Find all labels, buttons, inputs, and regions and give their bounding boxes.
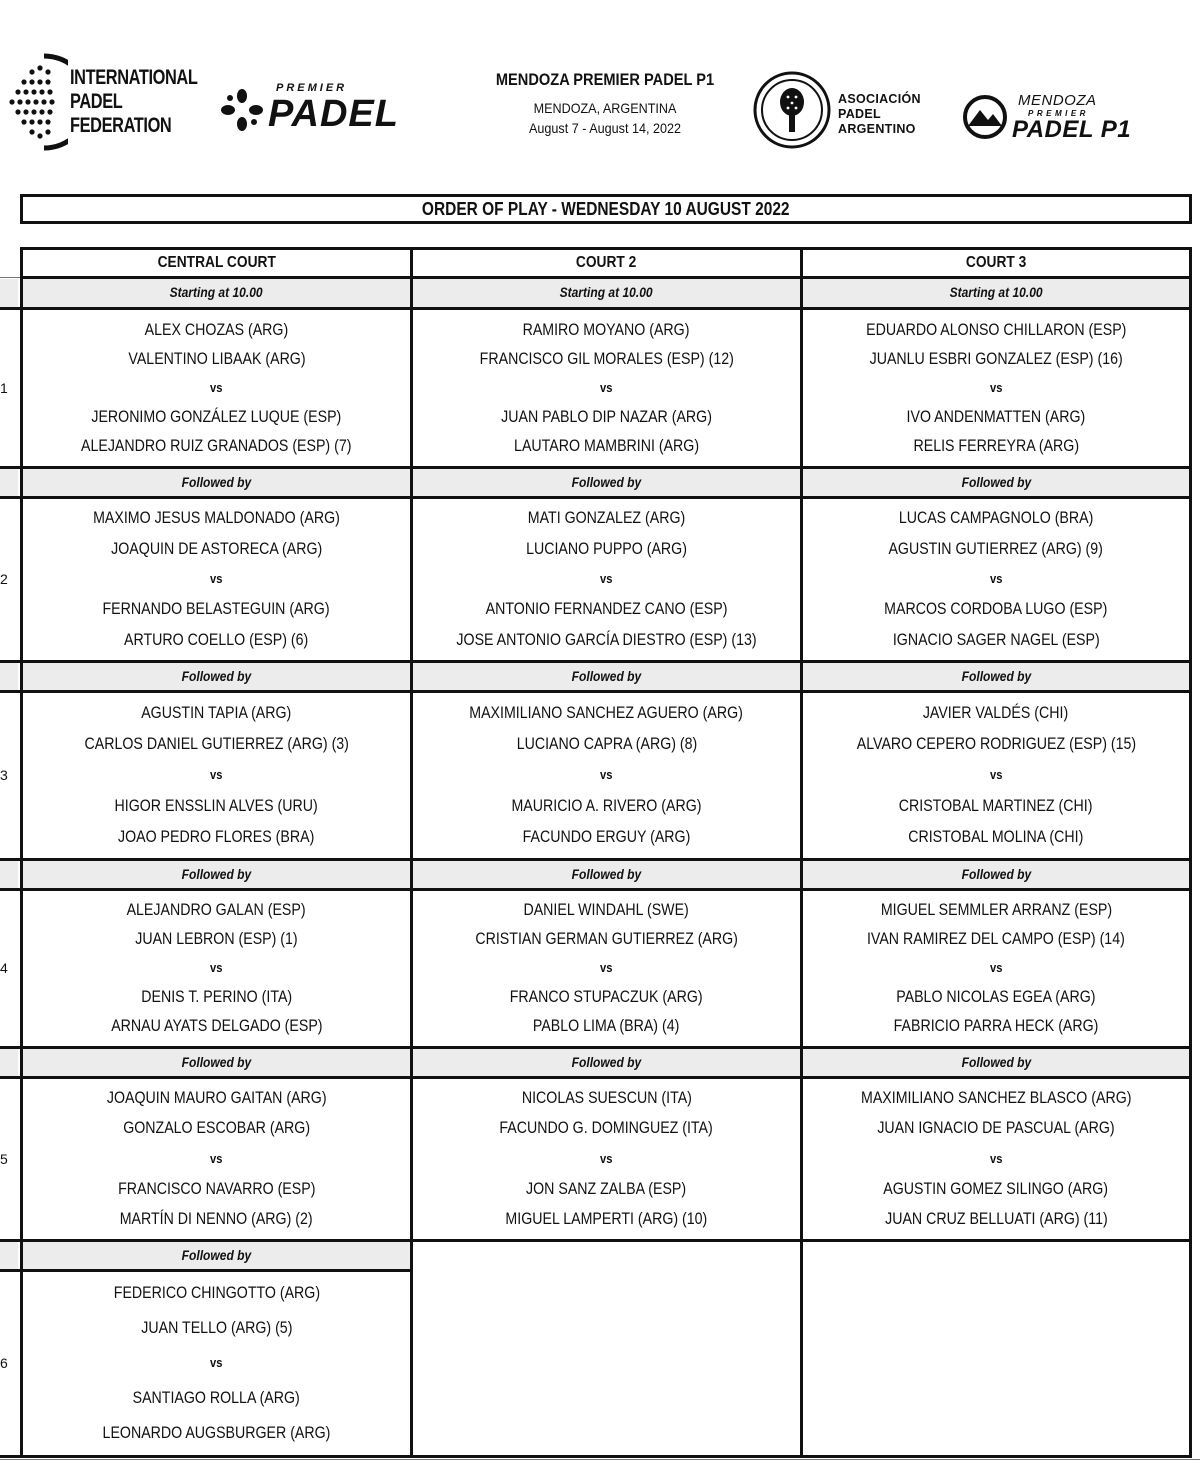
player-2-text: CARLOS DANIEL GUTIERREZ (ARG) (3) — [84, 735, 349, 753]
vs-label-text: vs — [989, 1151, 1003, 1166]
player-4-text: MIGUEL LAMPERTI (ARG) (10) — [505, 1210, 708, 1228]
player-3-text: JON SANZ ZALBA (ESP) — [526, 1180, 687, 1198]
player-2-text: VALENTINO LIBAAK (ARG) — [127, 350, 306, 368]
vs-label-text: vs — [210, 571, 223, 586]
mendoza-line-2: PREMIER — [1028, 109, 1089, 118]
grid-horizontal-line — [20, 276, 1192, 279]
player-2-text: ALVARO CEPERO RODRIGUEZ (ESP) (15) — [856, 735, 1136, 753]
player-2-text: JUAN LEBRON (ESP) (1) — [135, 930, 298, 948]
player-2 — [413, 539, 800, 559]
vs-label-text: vs — [600, 380, 613, 395]
row-label-band-bg — [0, 1049, 18, 1076]
player-2-text: JUAN TELLO (ARG) (5) — [140, 1319, 293, 1337]
followed-by-text: Followed by — [961, 474, 1031, 490]
followed-by-text: Followed by — [571, 866, 642, 882]
vs-label-text: vs — [210, 960, 223, 975]
followed-by-label — [413, 662, 800, 690]
player-1-text: RAMIRO MOYANO (ARG) — [523, 321, 690, 339]
followed-by-text: Followed by — [181, 866, 252, 882]
player-3 — [803, 599, 1189, 619]
player-4 — [413, 827, 800, 847]
player-2 — [23, 349, 410, 369]
player-2 — [803, 539, 1189, 559]
premier-padel-big: PADEL — [268, 93, 399, 135]
player-3-text: JUAN PABLO DIP NAZAR (ARG) — [501, 408, 712, 426]
player-4-text: CRISTOBAL MOLINA (CHI) — [908, 828, 1084, 846]
followed-by-text: Followed by — [961, 866, 1031, 882]
player-1 — [23, 508, 410, 528]
player-2-text: JOAQUIN DE ASTORECA (ARG) — [110, 540, 323, 558]
grid-horizontal-line — [0, 1455, 412, 1458]
player-3-text: MAURICIO A. RIVERO (ARG) — [511, 797, 702, 815]
vs-label-text: vs — [600, 1151, 613, 1166]
vs-label-text: vs — [600, 767, 613, 782]
followed-by-label — [413, 1048, 800, 1076]
mendoza-line-1: MENDOZA — [1018, 92, 1097, 109]
player-4 — [413, 630, 800, 650]
player-2-text: IVAN RAMIREZ DEL CAMPO (ESP) (14) — [867, 930, 1125, 948]
premier-padel-small: PREMIER — [276, 82, 348, 94]
starting-time-label — [23, 278, 410, 306]
vs-label-text: vs — [989, 380, 1003, 395]
vs-label — [23, 765, 410, 785]
player-1 — [413, 900, 800, 920]
player-4 — [803, 827, 1189, 847]
followed-by-label — [413, 860, 800, 888]
row-number: 2 — [0, 571, 8, 587]
vs-label — [803, 958, 1189, 978]
match-cell — [23, 889, 410, 1047]
vs-label-text: vs — [989, 571, 1003, 586]
player-2 — [803, 1118, 1189, 1138]
vs-label-text: vs — [210, 1355, 223, 1370]
vs-label — [23, 958, 410, 978]
match-cell — [23, 691, 410, 859]
vs-label-text: vs — [989, 767, 1003, 782]
event-city: MENDOZA, ARGENTINA — [533, 100, 677, 116]
player-1-text: MAXIMO JESUS MALDONADO (ARG) — [93, 509, 340, 527]
player-4-text: JOAO PEDRO FLORES (BRA) — [118, 828, 315, 846]
row-number: 4 — [0, 960, 8, 976]
row-number: 5 — [0, 1150, 8, 1167]
player-1-text: ALEX CHOZAS (ARG) — [144, 321, 289, 339]
vs-label — [413, 569, 800, 589]
player-4 — [803, 436, 1189, 456]
player-2 — [23, 1118, 410, 1138]
player-3-text: SANTIAGO ROLLA (ARG) — [132, 1389, 301, 1407]
followed-by-label — [23, 662, 410, 690]
player-4-text: RELIS FERREYRA (ARG) — [913, 437, 1079, 455]
player-4-text: ALEJANDRO RUIZ GRANADOS (ESP) (7) — [81, 437, 352, 455]
player-3 — [803, 1179, 1189, 1199]
starting-time-label — [413, 278, 800, 306]
player-1-text: NICOLAS SUESCUN (ITA) — [521, 1089, 692, 1107]
mendoza-line-3: PADEL P1 — [1012, 116, 1132, 143]
player-3 — [413, 987, 800, 1007]
player-3-text: FRANCO STUPACZUK (ARG) — [510, 988, 703, 1006]
player-1-text: LUCAS CAMPAGNOLO (BRA) — [898, 509, 1094, 527]
row-number: 1 — [0, 380, 8, 396]
followed-by-label — [803, 662, 1189, 690]
grid-vertical-line — [20, 247, 23, 1456]
followed-by-text: Followed by — [181, 1054, 252, 1070]
court-header-label: COURT 3 — [965, 254, 1027, 271]
player-4-text: ARNAU AYATS DELGADO (ESP) — [110, 1017, 323, 1035]
player-2-text: CRISTIAN GERMAN GUTIERREZ (ARG) — [475, 930, 738, 948]
player-4 — [803, 1016, 1189, 1036]
player-3 — [23, 1388, 410, 1408]
player-3-text: MARCOS CORDOBA LUGO (ESP) — [884, 600, 1108, 618]
player-3-text: DENIS T. PERINO (ITA) — [141, 988, 292, 1006]
player-4 — [23, 1016, 410, 1036]
followed-by-text: Followed by — [571, 668, 642, 684]
player-1 — [23, 1088, 410, 1108]
followed-by-text: Followed by — [961, 1054, 1031, 1070]
player-4 — [803, 630, 1189, 650]
player-4-text: JOSE ANTONIO GARCÍA DIESTRO (ESP) (13) — [456, 631, 757, 649]
player-2 — [23, 1318, 410, 1338]
vs-label — [803, 765, 1189, 785]
row-label-band-bg — [0, 469, 18, 496]
player-3 — [413, 796, 800, 816]
ipf-line-1: INTERNATIONAL — [70, 66, 198, 89]
match-cell — [803, 889, 1189, 1047]
vs-label-text: vs — [600, 571, 613, 586]
player-3 — [413, 407, 800, 427]
player-2-text: GONZALO ESCOBAR (ARG) — [123, 1119, 310, 1137]
vs-label — [23, 569, 410, 589]
player-1-text: DANIEL WINDAHL (SWE) — [523, 901, 690, 919]
vs-label-text: vs — [989, 960, 1003, 975]
match-cell — [803, 309, 1189, 467]
player-2 — [23, 929, 410, 949]
followed-by-label — [803, 468, 1189, 496]
vs-label-text: vs — [600, 960, 613, 975]
player-4-text: LEONARDO AUGSBURGER (ARG) — [102, 1424, 331, 1442]
ipf-line-3: FEDERATION — [70, 114, 172, 137]
player-1-text: MATI GONZALEZ (ARG) — [527, 509, 686, 527]
player-1 — [413, 1088, 800, 1108]
vs-label — [23, 1353, 410, 1373]
player-4 — [413, 436, 800, 456]
followed-by-text: Followed by — [961, 668, 1031, 684]
followed-by-text: Followed by — [181, 1247, 252, 1263]
starting-time-text: Starting at 10.00 — [949, 284, 1043, 300]
player-4-text: ARTURO COELLO (ESP) (6) — [124, 631, 309, 649]
event-title: MENDOZA PREMIER PADEL P1 — [495, 70, 715, 89]
player-3 — [23, 796, 410, 816]
player-4 — [413, 1016, 800, 1036]
player-4-text: JUAN CRUZ BELLUATI (ARG) (11) — [884, 1210, 1108, 1228]
player-4-text: LAUTARO MAMBRINI (ARG) — [513, 437, 700, 455]
match-cell — [413, 1077, 800, 1240]
starting-time-text: Starting at 10.00 — [169, 284, 264, 300]
player-1-text: AGUSTIN TAPIA (ARG) — [141, 704, 292, 722]
player-2 — [23, 734, 410, 754]
player-2 — [413, 349, 800, 369]
player-3 — [803, 407, 1189, 427]
player-4-text: FABRICIO PARRA HECK (ARG) — [893, 1017, 1099, 1035]
page-title-text: ORDER OF PLAY - WEDNESDAY 10 AUGUST 2022 — [422, 199, 790, 219]
player-2-text: JUANLU ESBRI GONZALEZ (ESP) (16) — [869, 350, 1123, 368]
player-2 — [23, 539, 410, 559]
match-cell — [803, 497, 1189, 661]
apa-line-1: ASOCIACIÓN — [838, 92, 921, 106]
ipf-line-2: PADEL — [70, 90, 123, 113]
grid-vertical-line — [1189, 247, 1192, 1456]
grid-vertical-line — [800, 247, 803, 1456]
row-label-band-bg — [0, 861, 18, 888]
player-3-text: FERNANDO BELASTEGUIN (ARG) — [102, 600, 331, 618]
row-label-band-bg — [0, 279, 18, 307]
match-cell — [23, 1077, 410, 1240]
player-3 — [23, 599, 410, 619]
player-2 — [413, 734, 800, 754]
vs-label — [413, 958, 800, 978]
player-4 — [23, 630, 410, 650]
player-4-text: IGNACIO SAGER NAGEL (ESP) — [892, 631, 1100, 649]
page-bottom-rule — [0, 1459, 1200, 1460]
player-1 — [23, 1283, 410, 1303]
player-3-text: FRANCISCO NAVARRO (ESP) — [117, 1180, 316, 1198]
court-header-2 — [413, 249, 800, 277]
starting-time-label — [803, 278, 1189, 306]
player-1 — [23, 320, 410, 340]
match-cell — [23, 1270, 410, 1456]
player-2 — [413, 1118, 800, 1138]
player-1 — [803, 1088, 1189, 1108]
court-header-3 — [803, 249, 1189, 277]
player-1 — [803, 508, 1189, 528]
player-2-text: FRANCISCO GIL MORALES (ESP) (12) — [479, 350, 734, 368]
vs-label — [23, 1149, 410, 1169]
player-2-text: AGUSTIN GUTIERREZ (ARG) (9) — [888, 540, 1104, 558]
player-1-text: MAXIMILIANO SANCHEZ AGUERO (ARG) — [469, 704, 744, 722]
player-3-text: CRISTOBAL MARTINEZ (CHI) — [899, 797, 1093, 815]
player-4 — [413, 1209, 800, 1229]
match-cell — [413, 691, 800, 859]
player-1 — [23, 703, 410, 723]
player-4 — [23, 827, 410, 847]
vs-label — [23, 378, 410, 398]
player-2 — [803, 349, 1189, 369]
vs-label — [803, 1149, 1189, 1169]
player-2 — [803, 929, 1189, 949]
player-1 — [413, 508, 800, 528]
followed-by-label — [803, 1048, 1189, 1076]
player-1 — [413, 320, 800, 340]
followed-by-text: Followed by — [571, 474, 642, 490]
player-1-text: EDUARDO ALONSO CHILLARON (ESP) — [865, 321, 1127, 339]
player-1-text: ALEJANDRO GALAN (ESP) — [126, 901, 306, 919]
row-label-band-bg — [0, 663, 18, 690]
player-1 — [803, 900, 1189, 920]
court-header-label: CENTRAL COURT — [157, 254, 276, 271]
player-1 — [803, 703, 1189, 723]
row-label-divider — [0, 277, 20, 278]
match-cell — [23, 309, 410, 467]
player-1 — [23, 900, 410, 920]
player-3 — [803, 796, 1189, 816]
player-3 — [413, 599, 800, 619]
vs-label-text: vs — [210, 767, 223, 782]
followed-by-text: Followed by — [181, 668, 252, 684]
apa-line-3: ARGENTINO — [838, 122, 916, 136]
player-1 — [413, 703, 800, 723]
player-4 — [23, 1209, 410, 1229]
player-3-text: AGUSTIN GOMEZ SILINGO (ARG) — [883, 1180, 1109, 1198]
match-cell — [23, 497, 410, 661]
match-cell — [413, 497, 800, 661]
player-3-text: PABLO NICOLAS EGEA (ARG) — [896, 988, 1096, 1006]
row-label-band-bg — [0, 1242, 18, 1269]
player-2-text: JUAN IGNACIO DE PASCUAL (ARG) — [877, 1119, 1115, 1137]
player-4 — [803, 1209, 1189, 1229]
followed-by-label — [23, 1241, 410, 1269]
grid-horizontal-line — [20, 247, 1192, 250]
vs-label — [803, 569, 1189, 589]
player-3 — [413, 1179, 800, 1199]
vs-label — [413, 378, 800, 398]
match-cell — [803, 1077, 1189, 1240]
player-3-text: HIGOR ENSSLIN ALVES (URU) — [114, 797, 319, 815]
player-1 — [803, 320, 1189, 340]
player-3-text: JERONIMO GONZÁLEZ LUQUE (ESP) — [91, 408, 342, 426]
followed-by-label — [803, 860, 1189, 888]
match-cell — [413, 889, 800, 1047]
court-header-1 — [23, 249, 410, 277]
followed-by-label — [23, 468, 410, 496]
row-number: 6 — [0, 1355, 8, 1371]
starting-time-text: Starting at 10.00 — [559, 284, 654, 300]
match-cell — [803, 691, 1189, 859]
player-1-text: JAVIER VALDÉS (CHI) — [923, 704, 1069, 722]
player-3 — [23, 987, 410, 1007]
player-3 — [23, 1179, 410, 1199]
player-3-text: ANTONIO FERNANDEZ CANO (ESP) — [485, 600, 728, 618]
grid-vertical-line — [410, 247, 413, 1456]
followed-by-text: Followed by — [181, 474, 252, 490]
player-2 — [413, 929, 800, 949]
player-1-text: MAXIMILIANO SANCHEZ BLASCO (ARG) — [860, 1089, 1132, 1107]
vs-label-text: vs — [210, 380, 223, 395]
vs-label — [413, 765, 800, 785]
player-2-text: LUCIANO CAPRA (ARG) (8) — [516, 735, 697, 753]
followed-by-label — [413, 468, 800, 496]
player-2-text: FACUNDO G. DOMINGUEZ (ITA) — [499, 1119, 714, 1137]
player-2-text: LUCIANO PUPPO (ARG) — [526, 540, 687, 558]
player-4 — [23, 1423, 410, 1443]
followed-by-text: Followed by — [571, 1054, 642, 1070]
match-cell — [413, 309, 800, 467]
player-4-text: FACUNDO ERGUY (ARG) — [522, 828, 691, 846]
vs-label — [413, 1149, 800, 1169]
vs-label-text: vs — [210, 1151, 223, 1166]
player-2 — [803, 734, 1189, 754]
player-3 — [803, 987, 1189, 1007]
player-1-text: MIGUEL SEMMLER ARRANZ (ESP) — [880, 901, 1112, 919]
player-4 — [23, 436, 410, 456]
event-dates: August 7 - August 14, 2022 — [528, 120, 682, 136]
vs-label — [803, 378, 1189, 398]
followed-by-label — [23, 1048, 410, 1076]
player-4-text: MARTÍN DI NENNO (ARG) (2) — [120, 1210, 313, 1228]
player-1-text: FEDERICO CHINGOTTO (ARG) — [113, 1284, 320, 1302]
player-1-text: JOAQUIN MAURO GAITAN (ARG) — [106, 1089, 327, 1107]
row-number: 3 — [0, 767, 8, 783]
player-3-text: IVO ANDENMATTEN (ARG) — [906, 408, 1086, 426]
player-4-text: PABLO LIMA (BRA) (4) — [533, 1017, 680, 1035]
followed-by-label — [23, 860, 410, 888]
apa-line-2: PADEL — [838, 107, 881, 121]
court-header-label: COURT 2 — [576, 254, 637, 271]
player-3 — [23, 407, 410, 427]
